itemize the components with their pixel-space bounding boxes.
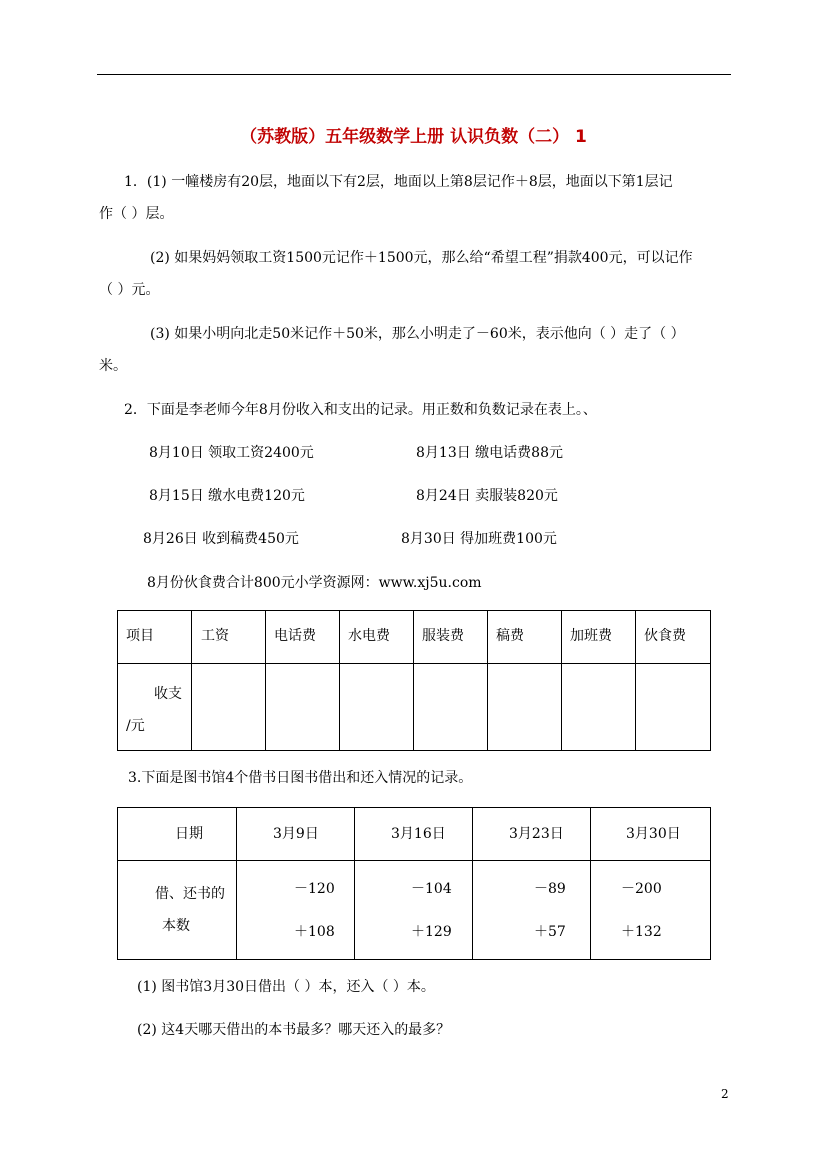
returned-count: ＋129 bbox=[411, 924, 452, 940]
answer-cell[interactable] bbox=[414, 664, 488, 751]
row-label-cell bbox=[118, 664, 192, 751]
q2-record: 8月15日 缴水电费120元 bbox=[149, 488, 305, 504]
header-cell bbox=[340, 611, 414, 664]
header-cell bbox=[118, 808, 237, 861]
header-label: 工资 bbox=[201, 628, 229, 644]
page-number: 2 bbox=[721, 1087, 729, 1101]
q3-sub2: (2) 这4天哪天借出的本书最多？哪天还入的最多？ bbox=[137, 1022, 451, 1038]
q2-record: 8月10日 领取工资2400元 bbox=[149, 445, 314, 461]
row-label-cell bbox=[118, 861, 237, 960]
returned-count: ＋108 bbox=[294, 924, 335, 940]
date-cell bbox=[591, 808, 711, 861]
borrowed-count: －120 bbox=[294, 881, 335, 897]
row-label-top: 收支 bbox=[154, 686, 182, 702]
q2-record: 8月30日 得加班费100元 bbox=[401, 531, 557, 547]
count-cell bbox=[237, 861, 355, 960]
date-cell bbox=[355, 808, 473, 861]
date-cell bbox=[237, 808, 355, 861]
returned-count: ＋57 bbox=[534, 924, 566, 940]
header-cell bbox=[488, 611, 562, 664]
library-record-table bbox=[117, 807, 711, 960]
answer-cell[interactable] bbox=[340, 664, 414, 751]
q1-part1-line2: 作（ ）层。 bbox=[99, 206, 174, 222]
q2-record: 8月26日 收到稿费450元 bbox=[143, 531, 299, 547]
q1-part2-line2: （ ）元。 bbox=[99, 282, 160, 298]
income-expense-table bbox=[117, 610, 711, 751]
q2-record: 8月13日 缴电话费88元 bbox=[416, 445, 563, 461]
count-cell bbox=[591, 861, 711, 960]
answer-cell[interactable] bbox=[562, 664, 636, 751]
header-cell bbox=[266, 611, 340, 664]
q2-record: 8月24日 卖服装820元 bbox=[416, 488, 558, 504]
count-cell bbox=[473, 861, 591, 960]
header-label: 电话费 bbox=[274, 628, 316, 644]
q1-part3-line2: 米。 bbox=[99, 358, 127, 374]
header-cell bbox=[192, 611, 266, 664]
date-cell bbox=[473, 808, 591, 861]
date-label: 3月16日 bbox=[391, 826, 446, 842]
q3-intro: 3.下面是图书馆4个借书日图书借出和还入情况的记录。 bbox=[128, 770, 473, 786]
header-label: 伙食费 bbox=[644, 628, 686, 644]
header-cell bbox=[562, 611, 636, 664]
q1-part3-line1: (3) 如果小明向北走50米记作＋50米，那么小明走了－60米，表示他向（ ）走了（ ） bbox=[150, 326, 685, 342]
date-header-label: 日期 bbox=[175, 826, 203, 842]
row-label-top: 借、还书的 bbox=[155, 886, 225, 902]
header-cell bbox=[414, 611, 488, 664]
row-label-bottom: /元 bbox=[126, 718, 145, 734]
answer-cell[interactable] bbox=[192, 664, 266, 751]
borrowed-count: －89 bbox=[534, 881, 566, 897]
header-cell bbox=[636, 611, 711, 664]
date-label: 3月30日 bbox=[626, 826, 681, 842]
date-label: 3月23日 bbox=[509, 826, 564, 842]
header-label: 项目 bbox=[126, 628, 154, 644]
header-label: 水电费 bbox=[348, 628, 390, 644]
date-label: 3月9日 bbox=[273, 826, 319, 842]
count-cell bbox=[355, 861, 473, 960]
answer-cell[interactable] bbox=[266, 664, 340, 751]
header-label: 稿费 bbox=[496, 628, 524, 644]
q2-food-note: 8月份伙食费合计800元小学资源网：www.xj5u.com bbox=[147, 575, 482, 591]
answer-cell[interactable] bbox=[636, 664, 711, 751]
q1-part2-line1: (2) 如果妈妈领取工资1500元记作＋1500元，那么给“希望工程”捐款400元，可以记作 bbox=[150, 250, 693, 266]
row-label-bottom: 本数 bbox=[162, 918, 190, 934]
q1-part1-line1: 1．(1) 一幢楼房有20层，地面以下有2层，地面以上第8层记作＋8层，地面以下第1层记 bbox=[124, 174, 673, 190]
borrowed-count: －104 bbox=[411, 881, 452, 897]
returned-count: ＋132 bbox=[621, 924, 662, 940]
q2-intro: 2．下面是李老师今年8月份收入和支出的记录。用正数和负数记录在表上。、 bbox=[124, 402, 597, 418]
header-cell bbox=[118, 611, 192, 664]
header-rule bbox=[97, 74, 731, 75]
header-label: 服装费 bbox=[422, 628, 464, 644]
header-label: 加班费 bbox=[570, 628, 612, 644]
borrowed-count: －200 bbox=[621, 881, 662, 897]
q3-sub1: (1) 图书馆3月30日借出（ ）本，还入（ ）本。 bbox=[137, 979, 435, 995]
answer-cell[interactable] bbox=[488, 664, 562, 751]
page-title: （苏教版）五年级数学上册 认识负数（二） 1 bbox=[240, 127, 587, 147]
